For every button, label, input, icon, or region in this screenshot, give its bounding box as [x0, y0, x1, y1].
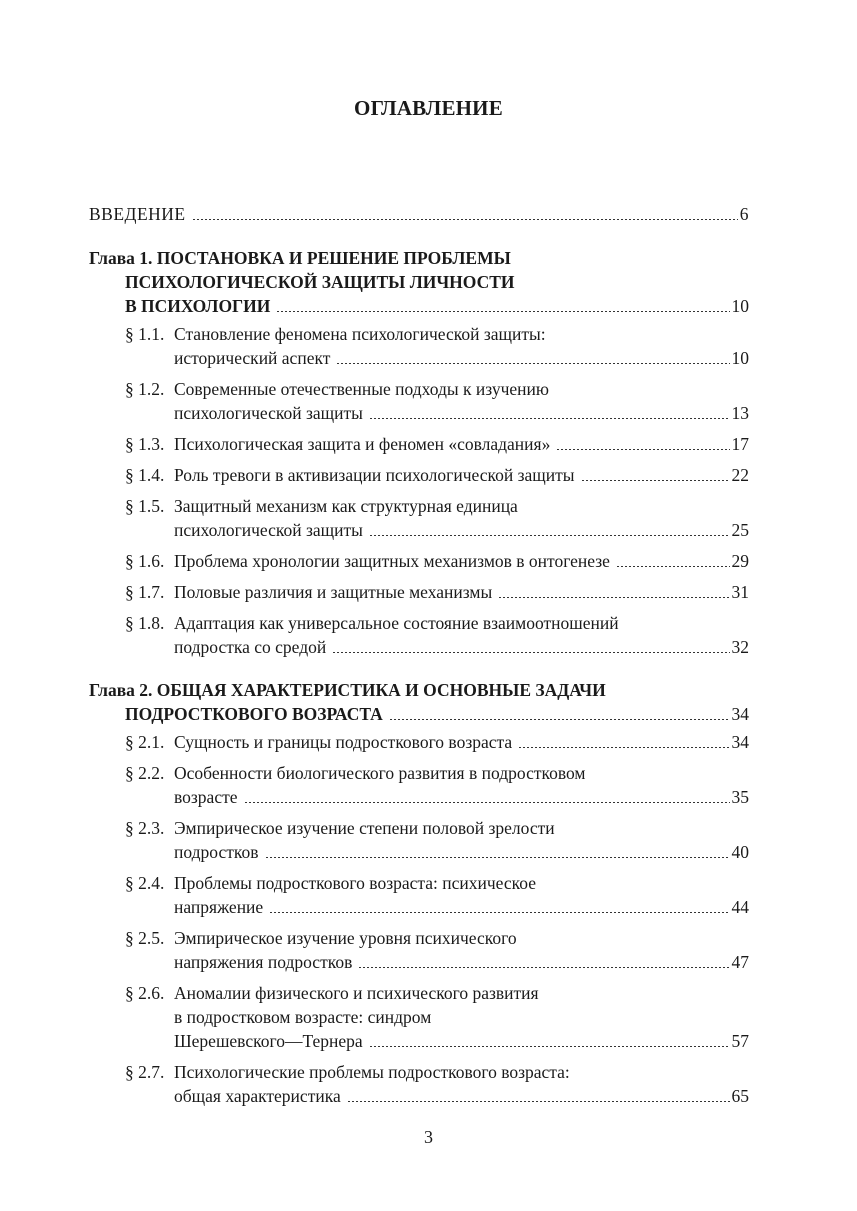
toc-entry: [125, 840, 749, 864]
toc-entry: [125, 1029, 749, 1053]
dot-leader: [581, 480, 730, 481]
dot-leader: [332, 652, 729, 653]
dot-leader: [556, 449, 729, 450]
section-number: § 1.8.: [125, 613, 165, 633]
section-title: Психологические проблемы подросткового возраста:: [174, 1062, 570, 1082]
dot-leader: [244, 802, 730, 803]
toc-entry: [89, 702, 749, 726]
dot-leader: [269, 912, 729, 913]
section-number: § 1.2.: [125, 379, 165, 399]
toc-section: [89, 730, 749, 754]
toc-section: [89, 611, 749, 659]
toc-section: [89, 761, 749, 809]
chapter-title-line: Глава 2. ОБЩАЯ ХАРАКТЕРИСТИКА И ОСНОВНЫЕ ЗАДАЧИ: [89, 680, 606, 700]
toc-entry-title: подростков: [174, 842, 259, 862]
toc-page-number: 31: [731, 582, 749, 602]
toc-page-number: 17: [731, 434, 749, 454]
section-title: Особенности биологического развития в подростковом: [174, 763, 586, 783]
section-title: Становление феномена психологической защиты:: [174, 324, 546, 344]
toc-entry-title: исторический аспект: [174, 348, 331, 368]
toc-entry-title: ВВЕДЕНИЕ: [89, 204, 186, 224]
toc-section: [89, 981, 749, 1053]
toc-entry-title: Шерешевского—Тернера: [174, 1031, 363, 1051]
section-title-line: [125, 816, 749, 840]
page-number: 3: [424, 1127, 433, 1147]
section-title: Эмпирическое изучение уровня психического: [174, 928, 517, 948]
toc-entry-title: напряжение: [174, 897, 264, 917]
section-title: Эмпирическое изучение степени половой зрелости: [174, 818, 555, 838]
toc-page-number: 47: [731, 952, 749, 972]
section-number: § 1.7.: [125, 582, 165, 602]
toc-entry-intro: [89, 202, 749, 226]
section-title: Адаптация как универсальное состояние взаимоотношений: [174, 613, 619, 633]
section-title: Аномалии физического и психического развития: [174, 983, 539, 1003]
page-title: ОГЛАВЛЕНИЕ: [354, 96, 503, 120]
toc-section: [89, 377, 749, 425]
section-number: § 2.3.: [125, 818, 165, 838]
section-number: § 2.7.: [125, 1062, 165, 1082]
section-title-line: [125, 871, 749, 895]
toc-entry: [125, 463, 749, 487]
toc-entry: [125, 635, 749, 659]
dot-leader: [518, 747, 729, 748]
toc-section: [89, 1060, 749, 1108]
section-number: § 2.6.: [125, 983, 165, 1003]
section-title-line: в подростковом возрасте: синдром: [174, 1007, 432, 1027]
section-number: § 1.5.: [125, 496, 165, 516]
toc-entry: [125, 950, 749, 974]
section-title: Проблема хронологии защитных механизмов в онтогенезе: [174, 551, 610, 571]
dot-leader: [498, 597, 729, 598]
dot-leader: [389, 719, 730, 720]
toc-entry-title: В ПСИХОЛОГИИ: [125, 296, 271, 316]
toc-section: [89, 816, 749, 864]
toc-entry: [125, 730, 749, 754]
toc-entry-title: [125, 549, 610, 573]
toc-section: [89, 871, 749, 919]
section-title: Современные отечественные подходы к изучению: [174, 379, 549, 399]
toc-section: [89, 926, 749, 974]
toc-section: [89, 432, 749, 456]
toc-entry: [125, 549, 749, 573]
dot-leader: [358, 967, 729, 968]
toc-entry-title: [125, 730, 512, 754]
toc-section: [89, 463, 749, 487]
toc-entry: [125, 518, 749, 542]
toc-page-number: 13: [731, 403, 749, 423]
toc-page-number: 65: [731, 1086, 749, 1106]
section-title-line: [125, 611, 749, 635]
section-title: Сущность и границы подросткового возраста: [174, 732, 513, 752]
dot-leader: [616, 566, 730, 567]
section-title-line: [125, 761, 749, 785]
section-title-line: [125, 322, 749, 346]
toc-entry: [125, 1084, 749, 1108]
toc-entry-title: психологической защиты: [174, 403, 363, 423]
toc-entry-title: [125, 463, 575, 487]
section-title: Роль тревоги в активизации психологической защиты: [174, 465, 575, 485]
toc-page-number: 10: [731, 348, 749, 368]
toc-section: [89, 494, 749, 542]
toc-entry: [125, 785, 749, 809]
dot-leader: [265, 857, 730, 858]
toc-entry: [89, 294, 749, 318]
section-number: § 2.1.: [125, 732, 165, 752]
section-title-line: [125, 377, 749, 401]
section-number: § 1.3.: [125, 434, 165, 454]
section-number: § 2.5.: [125, 928, 165, 948]
chapter-title-line: Глава 1. ПОСТАНОВКА И РЕШЕНИЕ ПРОБЛЕМЫ: [89, 248, 511, 268]
dot-leader: [336, 363, 729, 364]
toc-entry: [125, 580, 749, 604]
dot-leader: [369, 1046, 730, 1047]
toc-entry-title: подростка со средой: [174, 637, 327, 657]
section-title: Половые различия и защитные механизмы: [174, 582, 493, 602]
toc-entry: [125, 432, 749, 456]
toc-entry-title: возрасте: [174, 787, 238, 807]
toc-section: [89, 580, 749, 604]
toc-entry-title: психологической защиты: [174, 520, 363, 540]
chapter-title-line: ПСИХОЛОГИЧЕСКОЙ ЗАЩИТЫ ЛИЧНОСТИ: [125, 272, 515, 292]
section-number: § 1.1.: [125, 324, 165, 344]
toc-entry-title: напряжения подростков: [174, 952, 353, 972]
toc-entry-title: [125, 580, 492, 604]
dot-leader: [369, 535, 730, 536]
toc-page-number: 44: [731, 897, 749, 917]
dot-leader: [347, 1101, 730, 1102]
dot-leader: [192, 219, 738, 220]
toc-entry-title: ПОДРОСТКОВОГО ВОЗРАСТА: [125, 704, 383, 724]
section-title-line: [125, 1060, 749, 1084]
dot-leader: [369, 418, 730, 419]
toc-entry: [125, 895, 749, 919]
toc-page-number: 6: [739, 204, 749, 224]
section-title-line: [125, 981, 749, 1005]
toc-page-number: 29: [731, 551, 749, 571]
toc-page-number: 10: [731, 296, 749, 316]
section-number: § 1.4.: [125, 465, 165, 485]
toc-page-number: 32: [731, 637, 749, 657]
table-of-contents: [89, 202, 749, 1115]
toc-entry: [125, 401, 749, 425]
section-number: § 2.4.: [125, 873, 165, 893]
section-title: Психологическая защита и феномен «совладания»: [174, 434, 551, 454]
toc-page-number: 40: [731, 842, 749, 862]
section-title-line: [125, 926, 749, 950]
toc-entry-title: [125, 432, 550, 456]
dot-leader: [276, 311, 729, 312]
toc-section: [89, 549, 749, 573]
toc-page-number: 35: [731, 787, 749, 807]
section-title-line: [125, 494, 749, 518]
chapter-spacer: [89, 666, 749, 678]
toc-page-number: 34: [731, 732, 749, 752]
toc-page-number: 34: [731, 704, 749, 724]
section-number: § 2.2.: [125, 763, 165, 783]
section-title: Проблемы подросткового возраста: психическое: [174, 873, 536, 893]
toc-entry-title: общая характеристика: [174, 1086, 341, 1106]
toc-entry: [125, 346, 749, 370]
toc-page-number: 57: [731, 1031, 749, 1051]
toc-page-number: 22: [731, 465, 749, 485]
section-title: Защитный механизм как структурная единица: [174, 496, 518, 516]
chapter-heading: [89, 246, 749, 318]
toc-page-number: 25: [731, 520, 749, 540]
section-number: § 1.6.: [125, 551, 165, 571]
toc-section: [89, 322, 749, 370]
chapter-heading: [89, 678, 749, 726]
